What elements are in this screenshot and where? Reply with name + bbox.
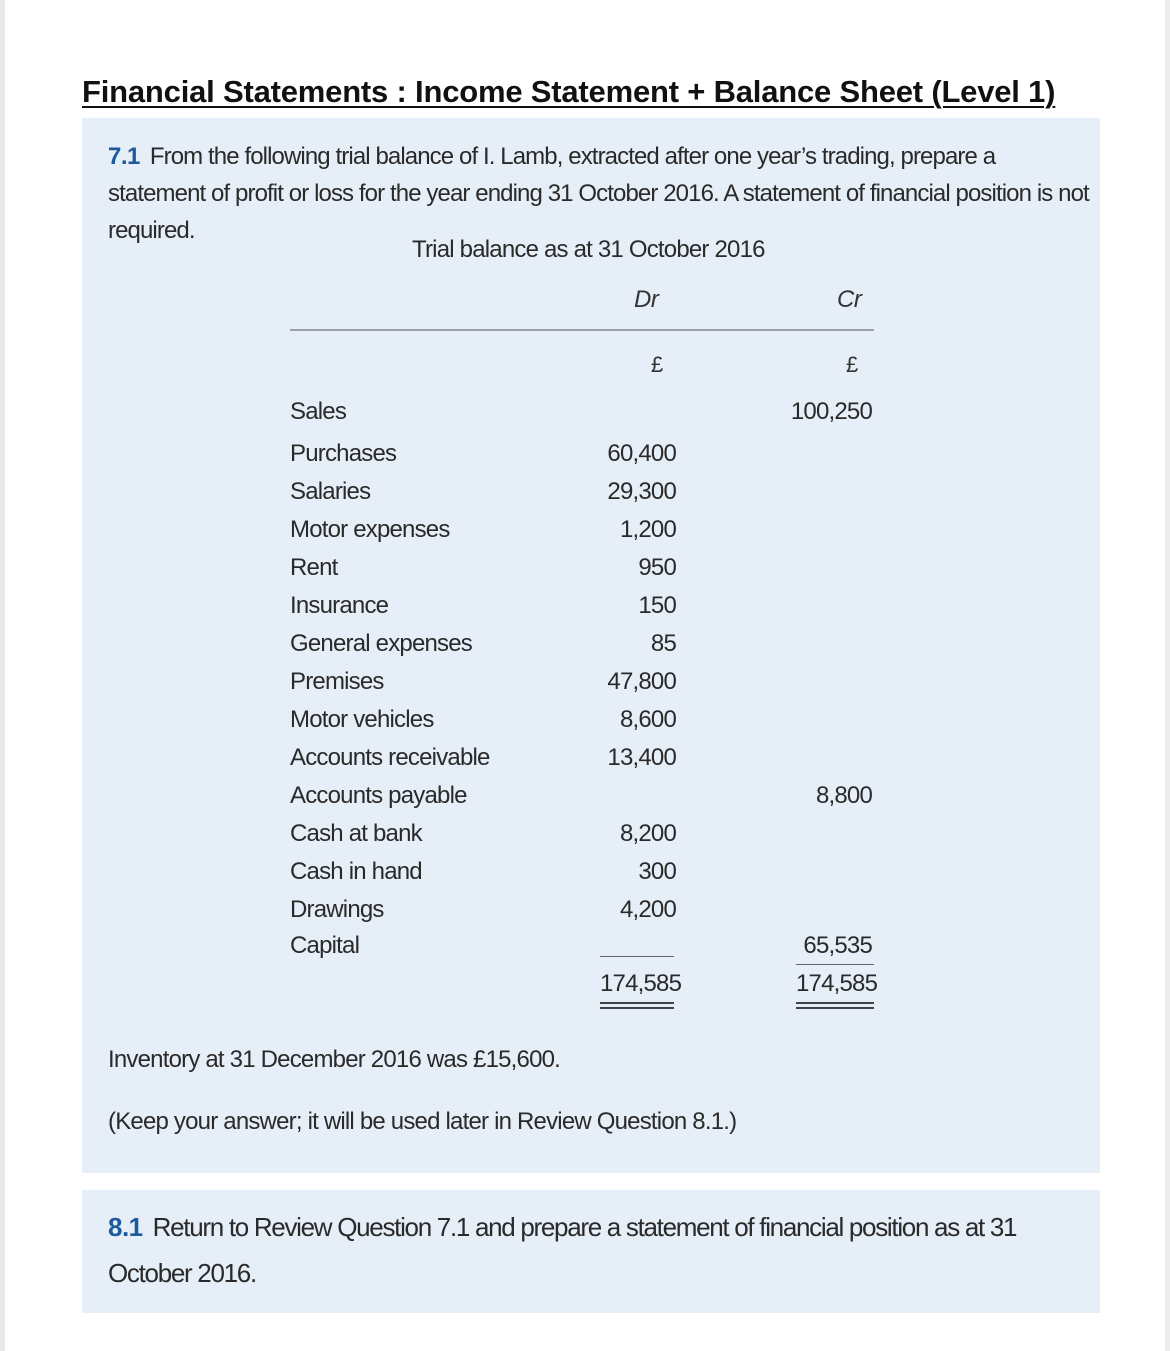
account-name: Cash at bank xyxy=(290,820,422,847)
cr-currency-symbol: £ xyxy=(846,352,859,377)
trial-balance-title: Trial balance as at 31 October 2016 xyxy=(412,236,765,263)
cr-amount: 8,800 xyxy=(815,782,872,809)
account-name: Capital xyxy=(290,932,360,959)
dr-total-double-rule-2 xyxy=(600,1007,674,1009)
account-name: Motor vehicles xyxy=(290,706,434,733)
table-row xyxy=(290,592,874,630)
dr-amount: 29,300 xyxy=(607,478,676,505)
question-7-1-panel xyxy=(82,118,1100,1173)
table-row xyxy=(290,440,874,478)
cr-total-double-rule-1 xyxy=(796,1002,874,1004)
page-title: Financial Statements : Income Statement + Balance Sheet (Level 1) xyxy=(82,74,1056,109)
table-row xyxy=(290,398,874,436)
dr-amount: 85 xyxy=(650,630,676,657)
question-8-1-text-block xyxy=(108,1204,1098,1296)
cr-amount: 100,250 xyxy=(790,398,872,425)
table-row xyxy=(290,820,874,858)
dr-amount: 950 xyxy=(638,554,676,581)
question-number: 8.1 xyxy=(108,1212,143,1242)
inventory-note: Inventory at 31 December 2016 was £15,600. xyxy=(108,1046,561,1073)
table-row xyxy=(290,932,874,970)
account-name: Rent xyxy=(290,554,338,581)
keep-answer-note: (Keep your answer; it will be used later in Review Question 8.1.) xyxy=(108,1108,737,1135)
dr-amount: 60,400 xyxy=(607,440,676,467)
dr-amount: 13,400 xyxy=(607,744,676,771)
account-name: Drawings xyxy=(290,896,384,923)
table-row xyxy=(290,516,874,554)
dr-amount: 150 xyxy=(638,592,676,619)
question-8-1-panel xyxy=(82,1190,1100,1313)
table-row xyxy=(290,858,874,896)
account-name: Sales xyxy=(290,398,347,425)
table-row xyxy=(290,554,874,592)
dr-amount: 1,200 xyxy=(619,516,676,543)
cr-total-double-rule-2 xyxy=(796,1007,874,1009)
account-name: Purchases xyxy=(290,440,397,467)
table-row xyxy=(290,668,874,706)
dr-amount: 8,200 xyxy=(619,820,676,847)
cr-column-header: Cr xyxy=(837,286,862,313)
dr-amount: 300 xyxy=(638,858,676,885)
dr-currency-symbol: £ xyxy=(651,352,664,377)
page-border-right xyxy=(1165,0,1170,1351)
account-name: Salaries xyxy=(290,478,371,505)
cr-subtotal-rule xyxy=(796,964,874,965)
account-name: Accounts receivable xyxy=(290,744,490,771)
account-name: General expenses xyxy=(290,630,472,657)
dr-total-double-rule-1 xyxy=(600,1002,674,1004)
dr-total: 174,585 xyxy=(600,970,682,997)
cr-amount: 65,535 xyxy=(803,932,872,959)
table-row xyxy=(290,744,874,782)
dr-amount: 4,200 xyxy=(619,896,676,923)
question-7-1-text-block xyxy=(108,138,1098,249)
cr-total: 174,585 xyxy=(796,970,878,997)
question-text: From the following trial balance of I. Lamb, extracted after one year’s trading, prepare a statement of profit or loss for the year ending 31 October 2016. A statement of financial position is not required. xyxy=(108,143,1089,244)
table-row xyxy=(290,896,874,934)
dr-column-header: Dr xyxy=(634,286,659,313)
table-row xyxy=(290,706,874,744)
account-name: Motor expenses xyxy=(290,516,450,543)
dr-subtotal-rule xyxy=(600,956,674,957)
account-name: Premises xyxy=(290,668,384,695)
table-row xyxy=(290,478,874,516)
account-name: Accounts payable xyxy=(290,782,467,809)
account-name: Cash in hand xyxy=(290,858,422,885)
table-row xyxy=(290,782,874,820)
page-border-left xyxy=(0,0,5,1351)
question-text: Return to Review Question 7.1 and prepare a statement of financial position as at 31 October 2016. xyxy=(108,1212,1017,1288)
question-number: 7.1 xyxy=(108,143,140,170)
dr-amount: 47,800 xyxy=(607,668,676,695)
header-rule xyxy=(290,329,874,331)
account-name: Insurance xyxy=(290,592,389,619)
table-row xyxy=(290,630,874,668)
dr-amount: 8,600 xyxy=(619,706,676,733)
